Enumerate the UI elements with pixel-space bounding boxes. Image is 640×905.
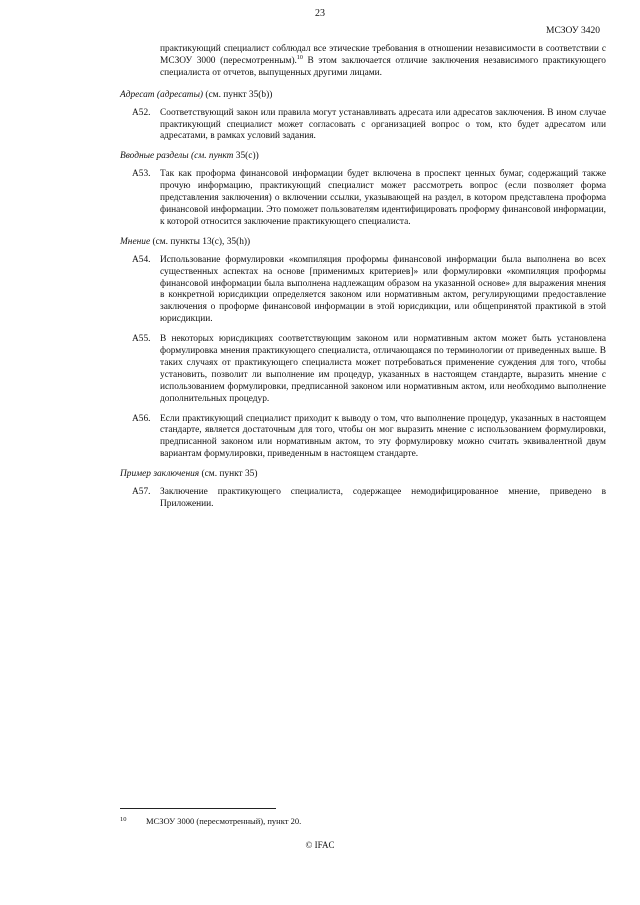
section-heading-opinion bbox=[120, 237, 606, 249]
section-heading-introductory bbox=[120, 151, 606, 163]
heading-italic: Пример заключения bbox=[120, 469, 200, 480]
paragraph-number: A57. bbox=[132, 487, 151, 498]
paragraph-a57 bbox=[132, 487, 606, 511]
heading-ref: (см. пункт 35(b)) bbox=[203, 89, 273, 100]
page-number: 23 bbox=[315, 8, 325, 19]
paragraph-number: A52. bbox=[132, 107, 151, 118]
continuation-paragraph bbox=[160, 44, 606, 80]
footnote-divider bbox=[120, 808, 276, 809]
paragraph-number: A56. bbox=[132, 413, 151, 424]
footnote-reference[interactable]: 10 bbox=[296, 54, 303, 61]
paragraph-text: Соответствующий закон или правила могут устанавливать адресата или адресатов заключения. В ином случае практикующий специалист может согласовать с организацией вопрос о том, кто будет адресатом или адресатами, в рамках условий задания. bbox=[160, 107, 606, 142]
paragraph-text: Если практикующий специалист приходит к выводу о том, что выполнение процедур, указанных в настоящем стандарте, является достаточным для того, чтобы он мог выразить мнение с использованием формулировки, предписанной законом или нормативным актом, то эту формулировку можно считать эквивалентной двум вариантам формулировки, приведенным в настоящем стандарте. bbox=[160, 413, 606, 460]
paragraph-a52 bbox=[132, 108, 606, 144]
paragraph-text: Заключение практикующего специалиста, содержащее немодифицированное мнение, приведено в Приложении. bbox=[160, 487, 606, 509]
paragraph-text: Так как проформа финансовой информации будет включена в проспект ценных бумаг, содержащий также прочую информацию, практикующий специалист может рассмотреть вопрос (если позволяет форма представления заключения) о включении ссылки, указывающей на раздел, в котором представлена проформа финансовой информации. Это поможет пользователям идентифицировать проформу финансовой информации, к которой относится заключение практикующего специалиста. bbox=[160, 169, 606, 227]
heading-ref: 35(c)) bbox=[233, 151, 259, 162]
section-heading-example bbox=[120, 469, 606, 481]
document-code: МСЗОУ 3420 bbox=[546, 26, 600, 36]
continuation-text-after: В этом заключается отличие заключения независимого практикующего специалиста от отчетов, выпущенных другими лицами. bbox=[160, 55, 606, 78]
paragraph-text: Использование формулировки «компиляция проформы финансовой информации была выполнена во всех существенных аспектах на основе [применимых критериев]» или формулировки «компиляция проформы финансовой информации была выполнена надлежащим образом на указанной основе» для выражения мнения в конкретной юрисдикции определяется законом или нормативным актом, регулирующими предоставление заключения о проформе финансовой информации в этой юрисдикции, или общепринятой практикой в этой юрисдикции. bbox=[160, 254, 606, 325]
paragraph-number: A53. bbox=[132, 169, 151, 180]
footnote-number: 10 bbox=[120, 816, 127, 823]
paragraph-a56 bbox=[132, 414, 606, 462]
heading-ref: (см. пункты 13(c), 35(h)) bbox=[150, 236, 251, 247]
paragraph-text: В некоторых юрисдикциях соответствующим законом или нормативным актом может быть установлена формулировка мнения практикующего специалиста, отличающаяся по терминологии от приведенных выше. В таких случаях от практикующего специалиста может потребоваться применение суждения для того, чтобы установить, позволит ли выполнение им процедур, указанных в настоящем стандарте, выразить мнение с использованием формулировки, предписанной законом или нормативным актом, или необходимо выполнение дополнительных процедур. bbox=[160, 334, 606, 404]
paragraph-number: A54. bbox=[132, 254, 151, 265]
heading-italic: Мнение bbox=[120, 236, 151, 247]
footnote bbox=[120, 816, 301, 826]
paragraph-a55 bbox=[132, 334, 606, 405]
continuation-text-before: практикующий специалист соблюдал все этические требования в отношении независимости в соответствии с МСЗОУ 3000 (пересмотренным). bbox=[160, 44, 606, 66]
section-heading-addressee bbox=[120, 90, 606, 102]
footnote-text: МСЗОУ 3000 (пересмотренный), пункт 20. bbox=[146, 816, 302, 826]
document-body bbox=[120, 44, 606, 519]
heading-ref: (см. пункт 35) bbox=[199, 469, 258, 480]
paragraph-a54 bbox=[132, 255, 606, 326]
heading-italic: Вводные разделы (см. пункт bbox=[120, 151, 234, 162]
paragraph-number: A55. bbox=[132, 334, 151, 345]
heading-italic: Адресат (адресаты) bbox=[120, 89, 204, 100]
copyright-footer: © IFAC bbox=[305, 840, 335, 850]
paragraph-a53 bbox=[132, 169, 606, 229]
